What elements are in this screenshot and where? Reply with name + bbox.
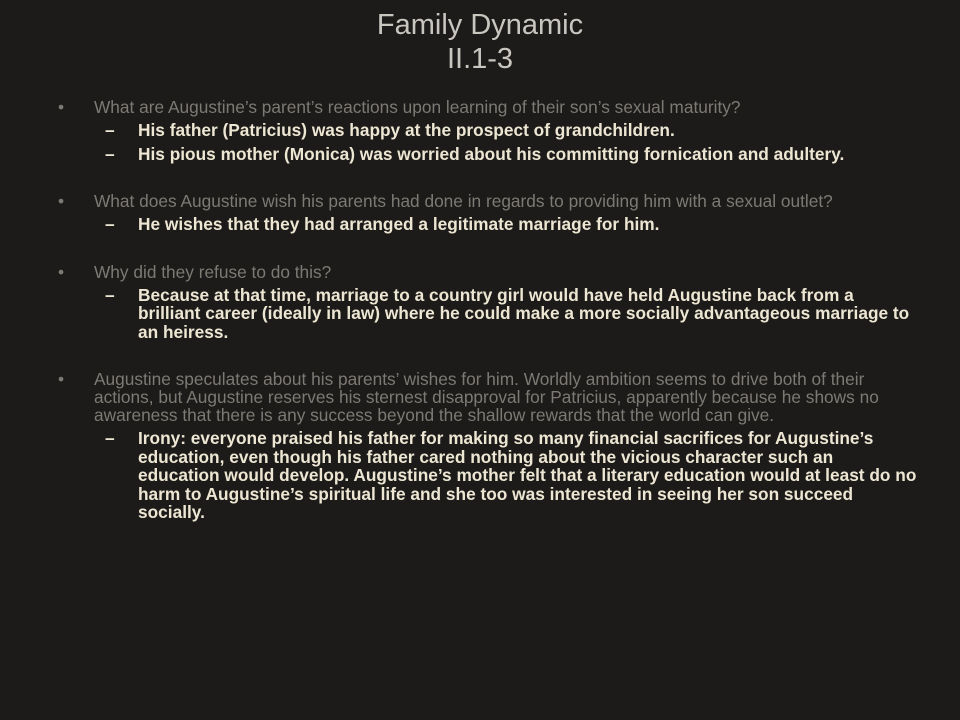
slide-title xyxy=(0,8,960,76)
question-1 xyxy=(58,98,918,116)
answer-1-2 xyxy=(58,145,918,164)
dash-icon: – xyxy=(105,120,115,140)
answer-2-1 xyxy=(58,215,918,234)
dash-icon: – xyxy=(105,428,115,448)
answer-text: Irony: everyone praised his father for making so many financial sacrifices for Augustine’s education, even though his father cared nothing about the vicious character such an education would develop. Augustine’s mother felt that a literary education would at least do no harm to Augustine’s spiritual life and she too was interested in seeing her son succeed socially. xyxy=(138,428,917,522)
question-text: Augustine speculates about his parents’ wishes for him. Worldly ambition seems to drive both of their actions, but Augustine reserves his sternest disapproval for Patricius, apparently because he shows no awareness that there is any success beyond the shallow rewards that the world can give. xyxy=(94,369,879,425)
title-line-2: II.1-3 xyxy=(446,43,514,75)
dash-icon: – xyxy=(105,284,115,305)
answer-3-1 xyxy=(58,286,918,342)
bullet-icon: • xyxy=(58,261,65,282)
spacer xyxy=(58,163,918,192)
bullet-icon: • xyxy=(58,97,65,117)
question-text: What does Augustine wish his parents had done in regards to providing him with a sexual outlet? xyxy=(94,191,833,211)
slide-content xyxy=(58,98,918,522)
bullet-icon: • xyxy=(58,191,65,211)
spacer xyxy=(58,234,918,263)
answer-4-1 xyxy=(58,429,918,522)
spacer xyxy=(58,341,918,370)
answer-1-1 xyxy=(58,121,918,140)
question-3 xyxy=(58,263,918,281)
bullet-icon: • xyxy=(58,369,65,389)
dash-icon: – xyxy=(105,143,115,164)
answer-text: He wishes that they had arranged a legitimate marriage for him. xyxy=(138,214,660,234)
answer-text: His father (Patricius) was happy at the prospect of grandchildren. xyxy=(138,120,675,140)
title-line-1: Family Dynamic xyxy=(376,9,584,41)
question-2 xyxy=(58,192,918,210)
dash-icon: – xyxy=(105,214,115,234)
question-text: Why did they refuse to do this? xyxy=(94,261,332,282)
question-text: What are Augustine’s parent’s reactions upon learning of their son’s sexual maturity? xyxy=(94,97,741,117)
answer-text: Because at that time, marriage to a country girl would have held Augustine back from a brilliant career (ideally in law) where he could make a more socially advantageous marriage to an heiress. xyxy=(138,284,910,342)
answer-text: His pious mother (Monica) was worried about his committing fornication and adultery. xyxy=(138,143,845,164)
question-4 xyxy=(58,370,918,424)
